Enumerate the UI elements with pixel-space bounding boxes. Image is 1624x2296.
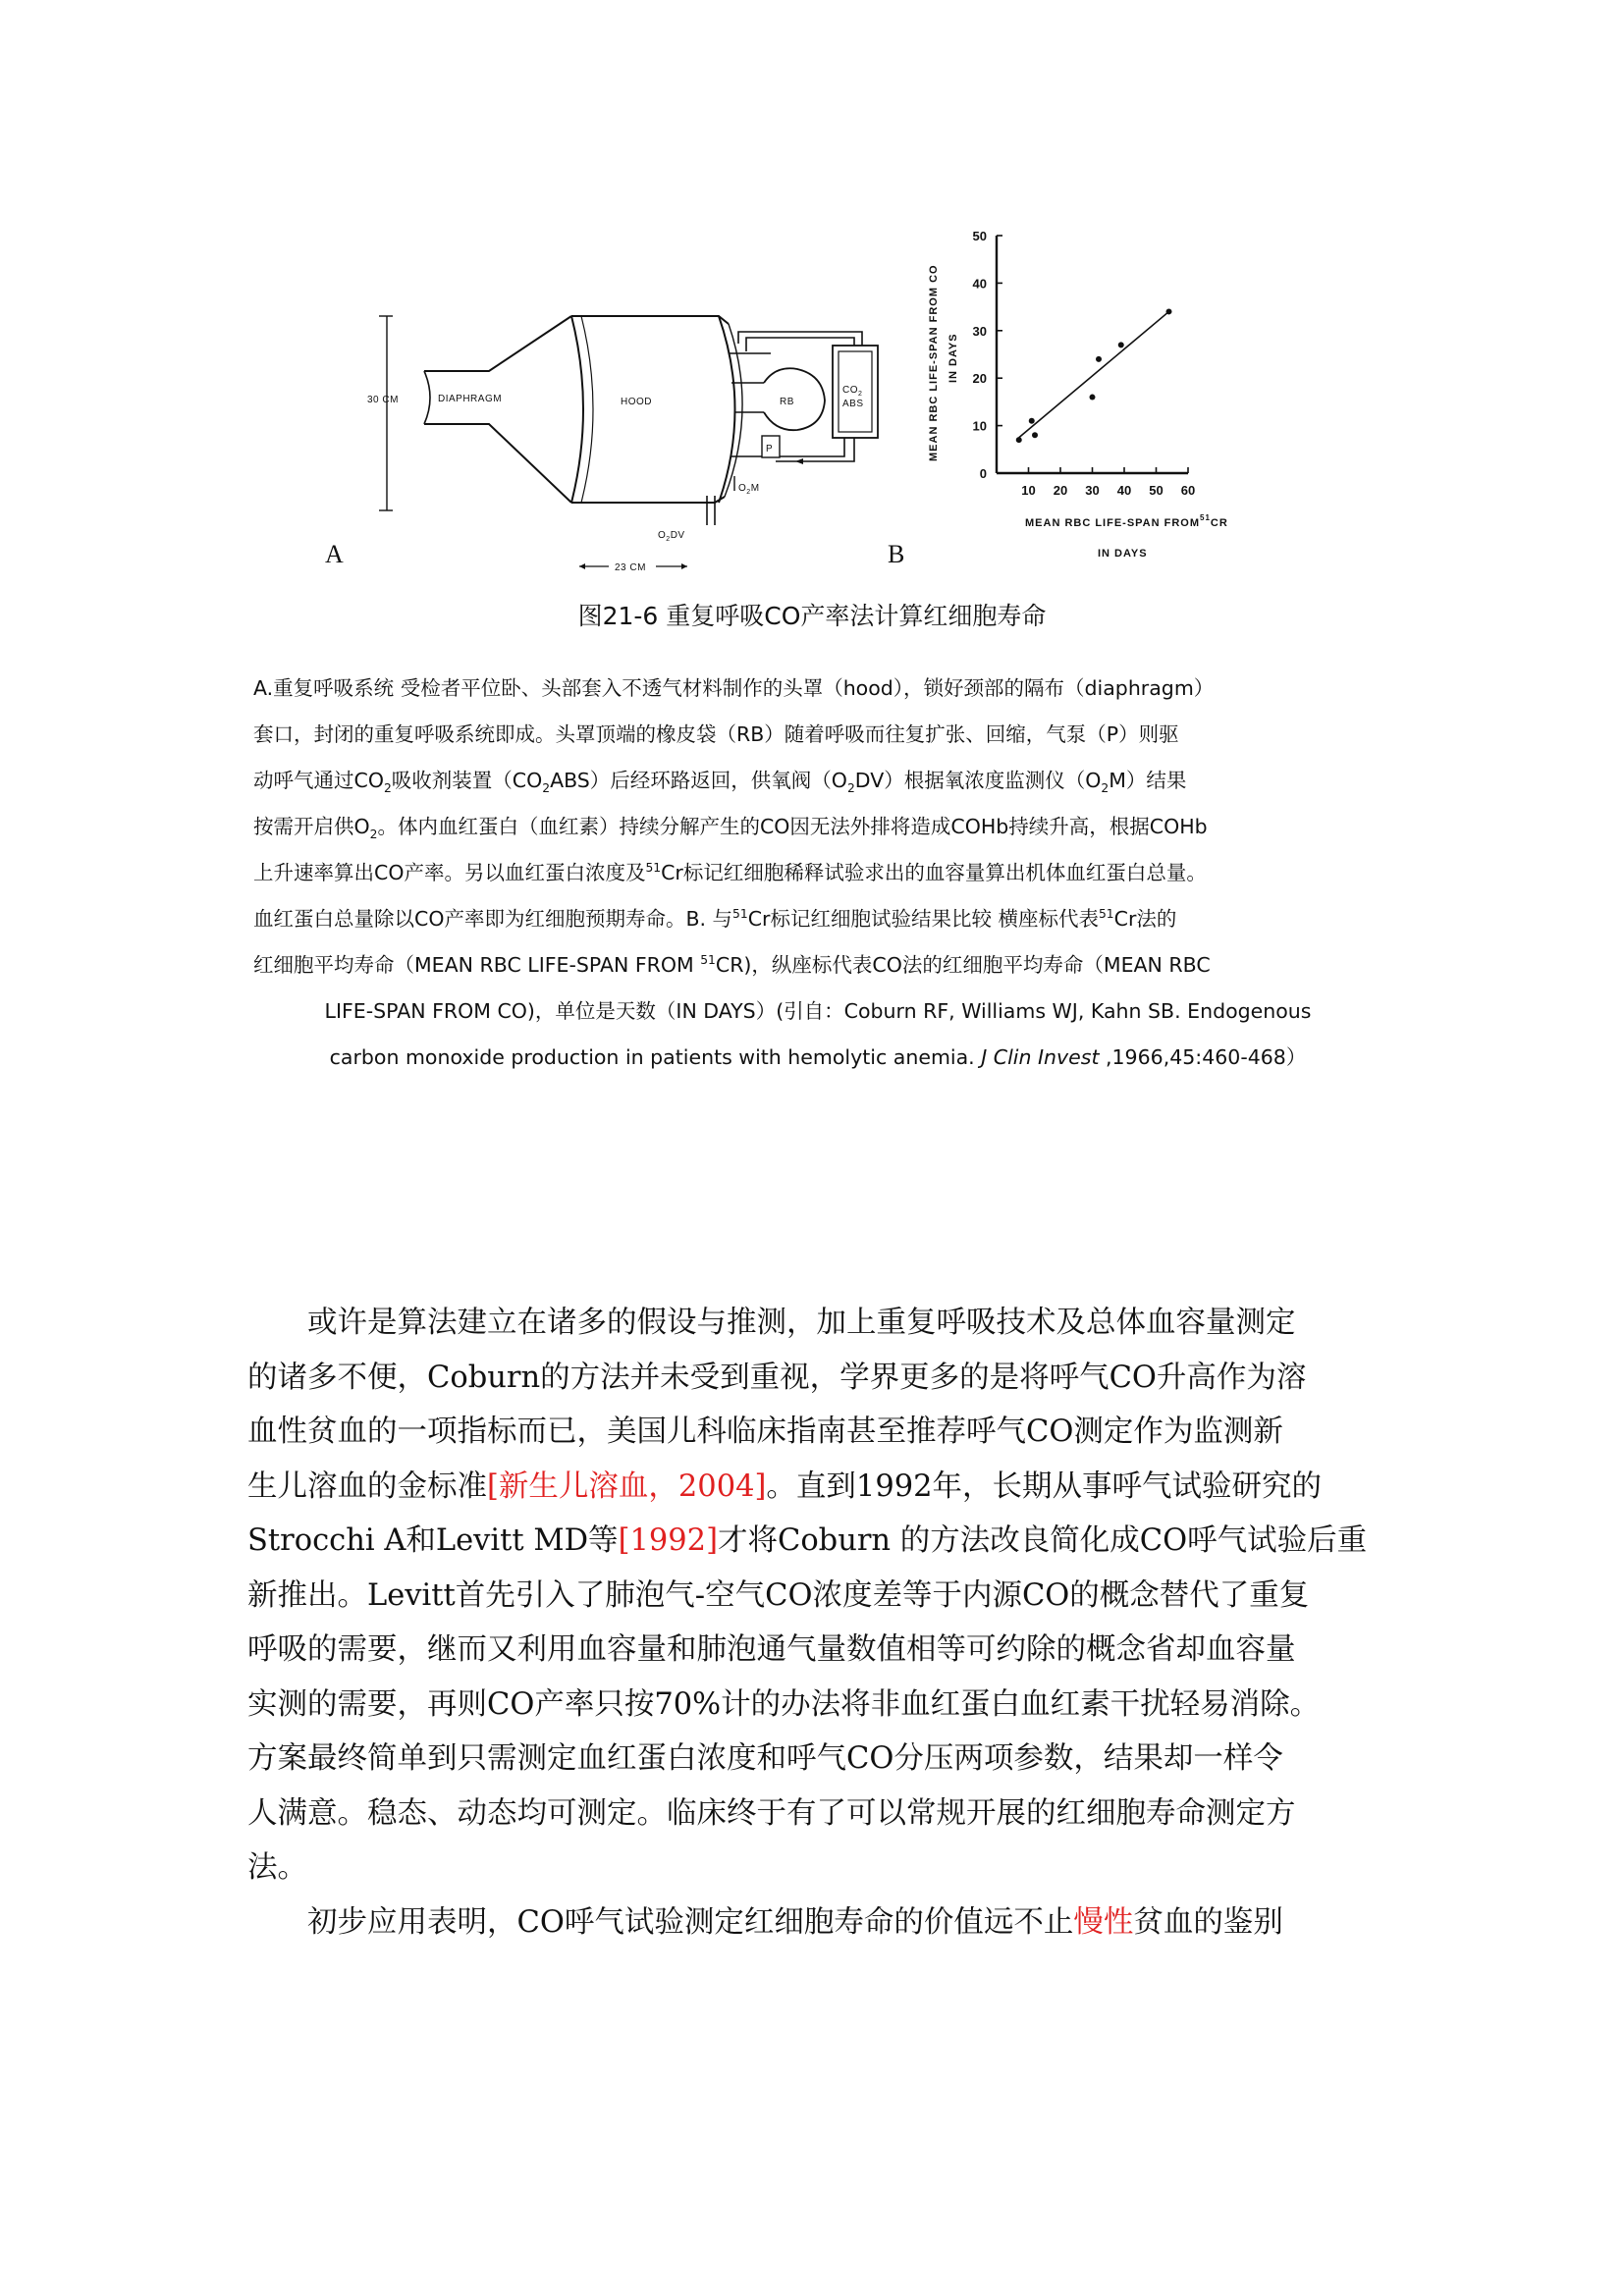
rb-label: RB	[780, 397, 794, 407]
figure-caption-body	[253, 666, 1382, 1081]
y-tick-label: 50	[972, 229, 987, 243]
y-axis-label: MEAN RBC LIFE-SPAN FROM CO	[928, 264, 940, 461]
y-axis-label-units: IN DAYS	[947, 333, 959, 383]
figure-caption-title: 图21-6 重复呼吸CO产率法计算红细胞寿命	[577, 602, 1047, 630]
regression-line	[1019, 311, 1169, 437]
data-point	[1090, 395, 1096, 400]
x-tick-label: 40	[1116, 483, 1132, 498]
hood-label: HOOD	[621, 397, 652, 407]
height-label: 30 CM	[367, 395, 399, 405]
caption-line: 血红蛋白总量除以CO产率即为红细胞预期寿命。B. 与$^{51}$Cr标记红细胞试验结果比较 横座标代表$^{51}$Cr法的	[253, 907, 1177, 931]
figure-a-hood-diagram	[363, 294, 913, 589]
panel-b-letter: B	[888, 540, 905, 568]
panel-a-letter: A	[325, 540, 344, 568]
x-tick-label: 50	[1149, 483, 1164, 498]
svg-text:MEAN RBC LIFE-SPAN FROM51CR: MEAN RBC LIFE-SPAN FROM$^{51}$CR	[1025, 513, 1228, 529]
x-tick-label: 20	[1053, 483, 1068, 498]
caption-line: 套口，封闭的重复呼吸系统即成。头罩顶端的橡皮袋（RB）随着呼吸而往复扩张、回缩，气泵（P）则驱	[253, 722, 1179, 746]
x-tick-label: 30	[1085, 483, 1100, 498]
y-tick-label: 20	[972, 371, 987, 387]
rubber-bag	[764, 368, 825, 430]
data-point	[1016, 437, 1022, 443]
caption-line: LIFE-SPAN FROM CO)，单位是天数（IN DAYS）(引自：Coburn RF, Williams WJ, Kahn SB. Endogenous	[324, 999, 1312, 1023]
body-text	[247, 1296, 1386, 1949]
y-tick-label: 10	[972, 418, 987, 434]
data-point	[1096, 356, 1102, 362]
svg-text:CO2: $CO_2$	[842, 385, 863, 398]
x-tick-label: 10	[1021, 483, 1036, 498]
caption-line: 动呼气通过$CO_2$吸收剂装置$(CO_2ABS)$后经环路返回，供氧阀$(O_2DV)$根据氧浓度监测仪$(O_2M)$结果	[253, 769, 1187, 796]
x-axis-label: MEAN RBC LIFE-SPAN FROM	[1025, 517, 1201, 529]
y-tick-label: 40	[972, 276, 987, 292]
svg-text:ABS: ABS	[842, 399, 864, 409]
data-point	[1166, 308, 1172, 314]
data-point	[1118, 342, 1124, 347]
pump-label: P	[766, 444, 774, 454]
caption-line: 红细胞平均寿命（MEAN RBC LIFE-SPAN FROM $^{51}$CR)，纵座标代表CO法的红细胞平均寿命（MEAN RBC	[253, 953, 1211, 977]
data-point	[1032, 432, 1038, 438]
svg-text:O2DV: $O_2DV$	[658, 530, 685, 543]
caption-citation-line: carbon monoxide production in patients with hemolytic anemia. J Clin Invest ,1966,45:460-468）	[329, 1045, 1307, 1069]
citation-link[interactable]: [1992]	[618, 1523, 718, 1558]
caption-line: A.重复呼吸系统 受检者平位卧、头部套入不透气材料制作的头罩（hood），锁好颈部的隔布（diaphragm）	[253, 676, 1215, 700]
width-label: 23 CM	[615, 562, 646, 573]
caption-line: 按需开启供$O_2$。体内血红蛋白（血红素）持续分解产生的CO因无法外排将造成COHb持续升高，根据COHb	[253, 815, 1208, 842]
highlighted-term: 慢性	[1073, 1904, 1134, 1940]
data-point	[1029, 418, 1035, 424]
paragraph-2: 初步应用表明，CO呼气试验测定红细胞寿命的价值远不止慢性贫血的鉴别	[307, 1904, 1283, 1940]
diaphragm-label: DIAPHRAGM	[438, 394, 503, 404]
caption-line: 上升速率算出CO产率。另以血红蛋白浓度及$^{51}$Cr标记红细胞稀释试验求出的血容量算出机体血红蛋白总量。	[253, 861, 1207, 884]
y-tick-label: 0	[979, 466, 987, 481]
x-axis-label-units: IN DAYS	[1098, 548, 1148, 560]
journal-name: J Clin Invest	[981, 1045, 1100, 1069]
svg-text:O2M: $O_2M$	[738, 483, 760, 496]
citation-link[interactable]: [新生儿溶血，2004]	[487, 1468, 767, 1504]
paragraph-1: 或许是算法建立在诸多的假设与推测，加上重复呼吸技术及总体血容量测定 的诸多不便，Coburn的方法并未受到重视，学界更多的是将呼气CO升高作为溶 血性贫血的一项指标而已，美国儿科临床指南甚至推荐呼气CO测定作为监测新 生儿溶血的金标准[新生儿溶血，2004]。直到1992年，长期从事呼气试验研究的 Strocchi A和Levitt MD等[1992]才将Coburn 的方法改良简化成CO呼气试验后重 新推出。Levitt首先引入了肺泡气-空气CO浓度差等于内源CO的概念替代了重复 呼吸的需要，继而又利用血容量和肺泡通气量数值相等可约除的概念省却血容量 实测的需要，再则CO产率只按70%计的办法将非血红蛋白血红素干扰轻易消除。 方案最终简单到只需测定血红蛋白浓度和呼气CO分压两项参数，结果却一样令 人满意。稳态、动态均可测定。临床终于有了可以常规开展的红细胞寿命测定方 法。	[247, 1306, 1368, 1885]
y-tick-label: 30	[972, 323, 987, 339]
figure-b-scatter-chart	[903, 221, 1316, 574]
x-tick-label: 60	[1180, 483, 1196, 498]
